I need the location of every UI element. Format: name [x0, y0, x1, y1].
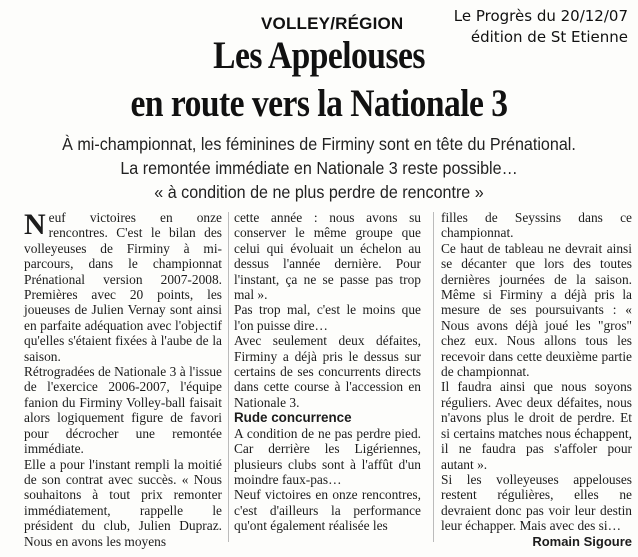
paragraph: A condition de ne pas perdre pied. Car derrière les Ligériennes, plusieurs clubs sont à l'affût d'un moindre faux-pas… [234, 425, 421, 487]
standfirst-line-2: La remontée immédiate en Nationale 3 reste possible… [120, 158, 518, 178]
headline-line-1: Les Appelouses [213, 34, 425, 77]
paragraph: Neuf victoires en onze rencontres. C'est le bilan des volleyeuses de Firminy à mi-parcours, dans le championnat Prénational version 2007-2008. Premières avec 20 points, les joueuses de Julien Vernay sont ainsi en parfaite adéquation avec l'objectif qu'elles s'étaient fixées à l'aube de la saison. [24, 208, 222, 364]
paragraph: Pas trop mal, c'est le moins que l'on puisse dire… [234, 302, 421, 333]
article-column-3 [441, 210, 632, 549]
column-divider [228, 212, 229, 542]
article-column-1 [24, 210, 222, 549]
column-divider [433, 212, 434, 542]
paragraph: Avec seulement deux défaites, Firminy a déjà pris le dessus sur certains de ses concurrents directs dans cette course à l'accession en Nationale 3. [234, 333, 421, 410]
section-rubric: VOLLEY/RÉGION [261, 14, 404, 33]
paragraph: Elle a pour l'instant rempli la moitié de son contrat avec succès. « Nous souhaitons à tout prix remonter immédiatement, rappelle le président du club, Julien Dupraz. Nous en avons les moyens [24, 456, 222, 549]
paragraph: cette année : nous avons su conserver le même groupe que celui qui évoluait un échelon au dessus l'année dernière. Pour l'instant, ça ne se passe pas trop mal ». [234, 210, 421, 303]
standfirst-line-3: « à condition de ne plus perdre de rencontre » [154, 182, 484, 202]
paragraph: Neuf victoires en onze rencontres, c'est d'ailleurs la performance qu'ont également réalisée les [234, 487, 421, 534]
paragraph: Ce haut de tableau ne devrait ainsi se décanter que lors des toutes dernières journées de la saison. Même si Firminy a déjà pris la mesure de ses poursuivants : « Nous avons déjà joué les "gros" chez eux. Nous allons tous les recevoir dans cette deuxième partie de championnat. [441, 240, 632, 380]
paragraph: Il faudra ainsi que nous soyons réguliers. Avec deux défaites, nous n'avons plus le droit de perdre. Et si certains matches nous échappent, il ne faudra pas s'affoler pour autant ». [441, 379, 632, 472]
paragraph: Si les volleyeuses appelouses restent régulières, elles ne devraient donc pas voir leur destin leur échapper. Mais avec des si… [441, 471, 632, 534]
paragraph: Rétrogradées de Nationale 3 à l'issue de l'exercice 2006-2007, l'équipe fanion du Firminy Volley-ball faisait alors logiquement figure de favori pour décrocher une remontée immédiate. [24, 364, 222, 457]
standfirst-line-1: À mi-championnat, les féminines de Firminy sont en tête du Prénational. [62, 134, 576, 154]
paragraph: filles de Seyssins dans ce championnat. [441, 210, 632, 241]
author-byline: Romain Sigoure [532, 533, 632, 549]
subheading: Rude concurrence [234, 410, 352, 426]
article-column-2 [234, 210, 421, 534]
source-newspaper-date: Le Progrès du 20/12/07 [453, 7, 628, 25]
drop-cap: N [24, 208, 46, 241]
headline-line-2: en route vers la Nationale 3 [130, 82, 508, 125]
source-edition: édition de St Etienne [470, 28, 628, 46]
